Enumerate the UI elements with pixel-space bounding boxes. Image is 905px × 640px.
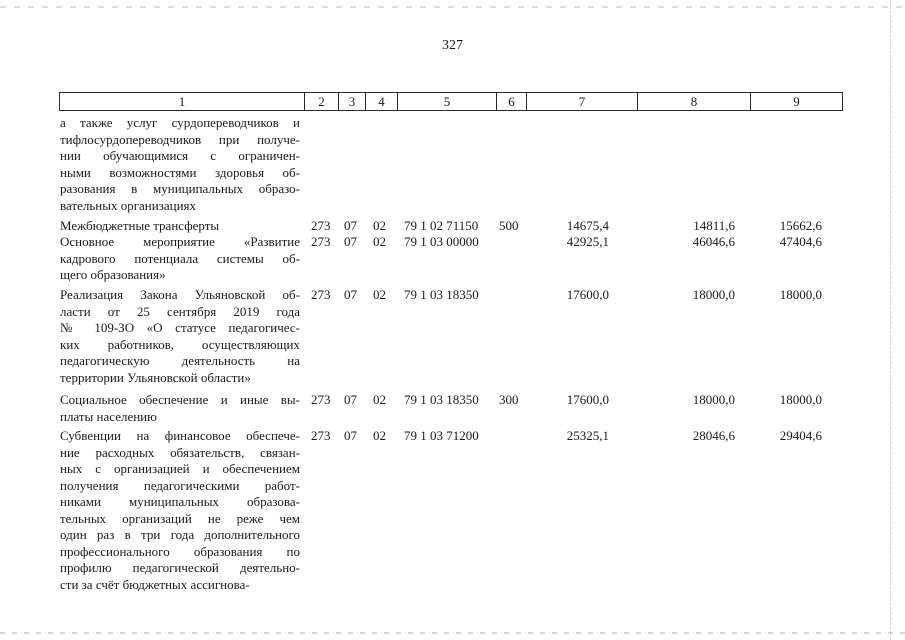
row-name-line: кадрового потенциала системы об-: [60, 250, 300, 266]
scan-edge-top: [0, 6, 905, 8]
cell-subsection: 02: [373, 392, 386, 407]
cell-amount-col7: 42925,1: [566, 234, 609, 249]
row-name: [60, 218, 300, 235]
header-col-6: 6: [508, 94, 515, 109]
row-name-line: щего образования»: [60, 267, 166, 282]
row-name-line: сти за счёт бюджетных ассигнова-: [60, 576, 250, 592]
cell-amount-col9: 15662,6: [779, 218, 822, 233]
row-name-line: Основное мероприятие «Развитие: [60, 234, 300, 249]
row-name-line: педагогическую деятельность на: [60, 353, 300, 368]
cell-subsection: 02: [373, 287, 386, 302]
cell-chapter: 273: [311, 428, 331, 443]
cell-amount-col8: 28046,6: [692, 428, 735, 443]
scan-edge-right: [889, 0, 891, 640]
header-col-9: 9: [793, 94, 800, 109]
cell-section: 07: [344, 218, 357, 233]
cell-section: 07: [344, 428, 357, 443]
cell-amount-col7: 17600,0: [566, 392, 609, 407]
page-number: 327: [442, 38, 463, 53]
cell-amount-col8: 46046,6: [692, 234, 735, 249]
row-name-line: никами муниципальных образова-: [60, 494, 300, 509]
cell-subsection: 02: [373, 428, 386, 443]
cell-amount-col9: 29404,6: [779, 428, 822, 443]
row-name: [60, 392, 300, 425]
header-col-3: 3: [348, 94, 356, 109]
row-name-line: Межбюджетные трансферты: [60, 218, 220, 233]
cell-expense-type: 300: [499, 392, 519, 407]
cell-section: 07: [344, 234, 357, 249]
header-col-2: 2: [318, 94, 325, 109]
cell-amount-col7: 14675,4: [566, 218, 609, 233]
cell-target-article: 79 1 03 00000: [404, 234, 479, 249]
cell-target-article: 79 1 03 71200: [404, 428, 479, 443]
header-col-5: 5: [443, 94, 451, 109]
row-name: [60, 115, 300, 214]
cell-amount-col7: 17600,0: [566, 287, 609, 302]
cell-amount-col9: 47404,6: [779, 234, 822, 249]
cell-amount-col8: 18000,0: [692, 392, 735, 407]
row-name-line: территории Ульяновской области»: [60, 369, 251, 385]
row-name: [60, 428, 300, 593]
cell-amount-col7: 25325,1: [566, 428, 609, 443]
row-name: [60, 287, 300, 386]
row-name-line: один раз в три года дополнительного: [60, 527, 300, 542]
header-col-4: 4: [378, 94, 385, 109]
cell-target-article: 79 1 03 18350: [404, 287, 479, 302]
cell-amount-col9: 18000,0: [779, 392, 822, 407]
row-name-line: ными возможностями здоровья об-: [60, 164, 300, 180]
row-name-line: ласти от 25 сентября 2019 года: [60, 303, 300, 319]
row-name-line: Субвенции на финансовое обеспече-: [60, 428, 300, 443]
row-name-line: Реализация Закона Ульяновской об-: [60, 287, 300, 302]
cell-target-article: 79 1 03 18350: [404, 392, 479, 407]
row-name-line: профилю педагогической деятельно-: [60, 560, 300, 575]
row-name-line: нии обучающимися с ограничен-: [60, 148, 300, 163]
row-name-line: платы населению: [60, 408, 157, 424]
header-col-1: 1: [178, 94, 186, 109]
row-name: [60, 234, 300, 284]
row-name-line: получения педагогическими работ-: [60, 477, 300, 493]
row-name-line: а также услуг сурдопереводчиков и: [60, 115, 300, 130]
cell-section: 07: [344, 287, 357, 302]
cell-chapter: 273: [311, 392, 331, 407]
row-name-line: вательных организациях: [60, 197, 197, 213]
cell-chapter: 273: [311, 234, 331, 249]
row-name-line: тифлосурдопереводчиков при получе-: [60, 131, 300, 147]
cell-amount-col9: 18000,0: [779, 287, 822, 302]
header-col-8: 8: [690, 94, 698, 109]
cell-amount-col8: 14811,6: [693, 218, 735, 233]
cell-subsection: 02: [373, 218, 386, 233]
row-name-line: разования в муниципальных образо-: [60, 181, 300, 196]
cell-chapter: 273: [311, 218, 331, 233]
header-col-7: 7: [578, 94, 586, 109]
scan-edge-bottom: [0, 632, 905, 634]
row-name-line: ных с организацией и обеспечением: [60, 461, 300, 476]
cell-section: 07: [344, 392, 357, 407]
row-name-line: ние расходных обязательств, связан-: [60, 444, 300, 460]
cell-expense-type: 500: [499, 218, 519, 233]
row-name-line: ких работников, осуществляющих: [60, 336, 300, 352]
cell-chapter: 273: [311, 287, 331, 302]
row-name-line: № 109-ЗО «О статусе педагогичес-: [60, 320, 300, 335]
cell-subsection: 02: [373, 234, 386, 249]
row-name-line: профессионального образования по: [60, 543, 300, 559]
cell-amount-col8: 18000,0: [692, 287, 735, 302]
cell-target-article: 79 1 02 71150: [404, 218, 479, 233]
table-header-row: [59, 92, 843, 111]
row-name-line: тельных организаций не реже чем: [60, 510, 300, 526]
row-name-line: Социальное обеспечение и иные вы-: [60, 392, 300, 407]
